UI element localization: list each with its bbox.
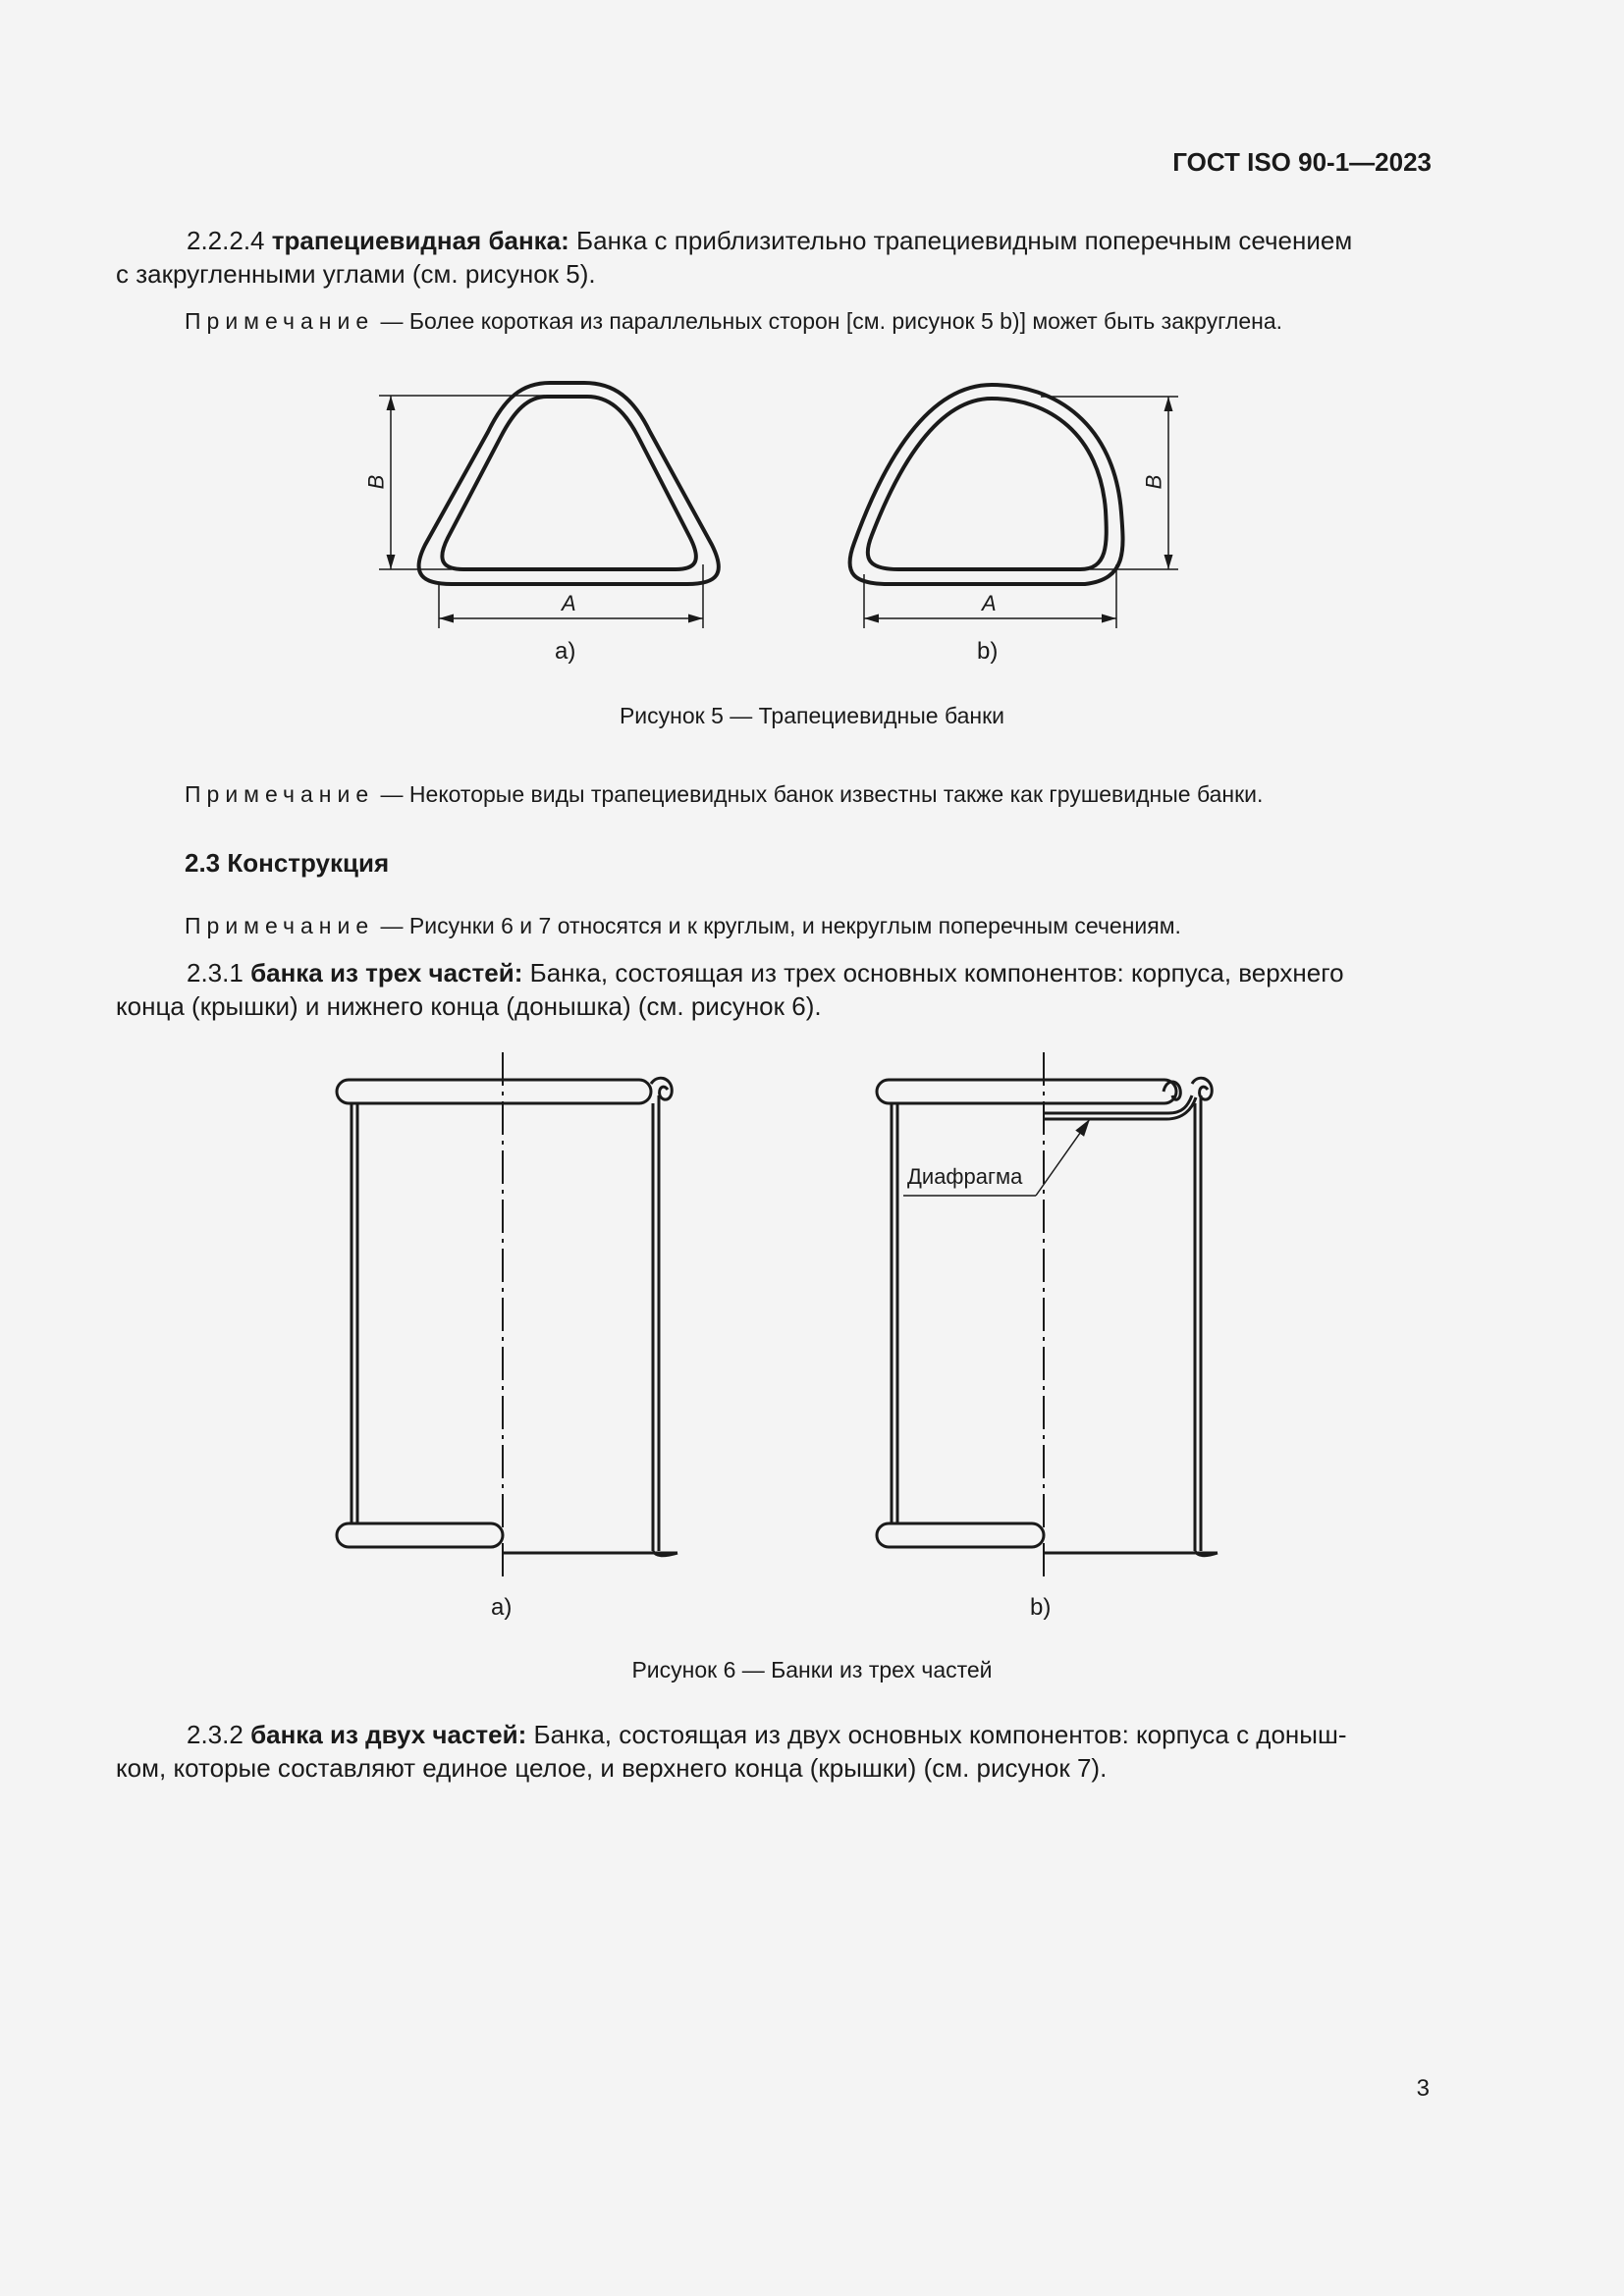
document-header: ГОСТ ISO 90-1—2023 <box>1172 147 1432 177</box>
note-label: Примечание <box>185 913 375 938</box>
figure-6b-label: b) <box>1030 1594 1052 1621</box>
three-piece-can-b <box>877 1052 1218 1582</box>
dimension-b-label-b: B <box>1141 474 1166 490</box>
definition-text: Банка с приблизительно трапециевидным поперечным сечением <box>576 226 1353 255</box>
definition-text: Банка, состоящая из двух основных компонентов: корпуса с доныш- <box>533 1720 1347 1749</box>
term: банка из трех частей: <box>250 958 523 988</box>
note-text: Некоторые виды трапециевидных банок известны также как грушевидные банки. <box>408 781 1264 807</box>
dimension-a-label-b: A <box>982 591 997 615</box>
diaphragm-label: Диафрагма <box>907 1164 1023 1189</box>
dimension-b-label-a: B <box>363 474 389 490</box>
paragraph-232-line2: ком, которые составляют единое целое, и верхнего конца (крышки) (см. рисунок 7). <box>116 1753 1108 1783</box>
three-piece-can-a <box>337 1052 677 1582</box>
paragraph-231-line2: конца (крышки) и нижнего конца (донышка) (см. рисунок 6). <box>116 991 822 1021</box>
clause-number: 2.3.1 <box>187 958 244 988</box>
figure-5b-label: b) <box>977 638 999 665</box>
note-text: Более короткая из параллельных сторон [см. рисунок 5 b)] может быть закруглена. <box>408 308 1283 334</box>
clause-number: 2.3.2 <box>187 1720 244 1749</box>
note-text: Рисунки 6 и 7 относятся и к круглым, и некруглым поперечным сечениям. <box>408 913 1181 938</box>
figure-5-caption: Рисунок 5 — Трапециевидные банки <box>619 703 1005 728</box>
note-dash: — <box>380 781 404 807</box>
definition-text: Банка, состоящая из трех основных компонентов: корпуса, верхнего <box>529 958 1344 988</box>
term: банка из двух частей: <box>250 1720 527 1749</box>
clause-number: 2.2.2.4 <box>187 226 265 255</box>
page-number: 3 <box>1416 2075 1430 2102</box>
note-dash: — <box>380 913 404 938</box>
note-label: Примечание <box>185 781 375 807</box>
note-dash: — <box>380 308 404 334</box>
term: трапециевидная банка: <box>271 226 569 255</box>
dimension-a-label-a: A <box>562 591 576 615</box>
paragraph-232-line1 <box>116 1718 1432 1751</box>
figure-5a-label: a) <box>555 638 576 665</box>
note-label: Примечание <box>185 308 375 334</box>
figure-6a-label: a) <box>491 1594 513 1621</box>
paragraph-2224-line2: с закругленными углами (см. рисунок 5). <box>116 259 596 289</box>
section-title-2-3: 2.3 Конструкция <box>185 848 390 878</box>
figure-6-caption: Рисунок 6 — Банки из трех частей <box>631 1657 993 1682</box>
